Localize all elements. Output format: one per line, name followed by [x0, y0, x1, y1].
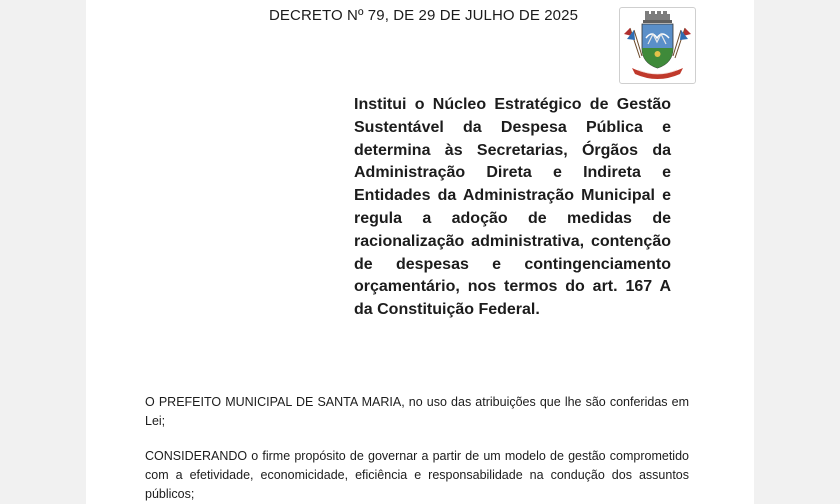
- preamble-paragraph: O PREFEITO MUNICIPAL DE SANTA MARIA, no uso das atribuições que lhe são conferidas em Lei;: [145, 395, 689, 428]
- decree-summary: Institui o Núcleo Estratégico de Gestão Sustentável da Despesa Pública e determina às Secretarias, Órgãos da Administração Direta e Indireta e Entidades da Administração Municipal e regula a adoção de medidas de racionalização administrativa, contenção de despesas e contingenciamento orçamentário, nos termos do art. 167 A da Constituição Federal.: [354, 96, 671, 319]
- document-page: [86, 0, 754, 504]
- coat-of-arms-icon: [619, 7, 696, 84]
- considering-paragraph: CONSIDERANDO o firme propósito de governar a partir de um modelo de gestão comprometido com a efetividade, economicidade, eficiência e responsabilidade na condução dos assuntos públicos;: [145, 449, 689, 501]
- decree-heading: DECRETO Nº 79, DE 29 DE JULHO DE 2025: [269, 7, 579, 24]
